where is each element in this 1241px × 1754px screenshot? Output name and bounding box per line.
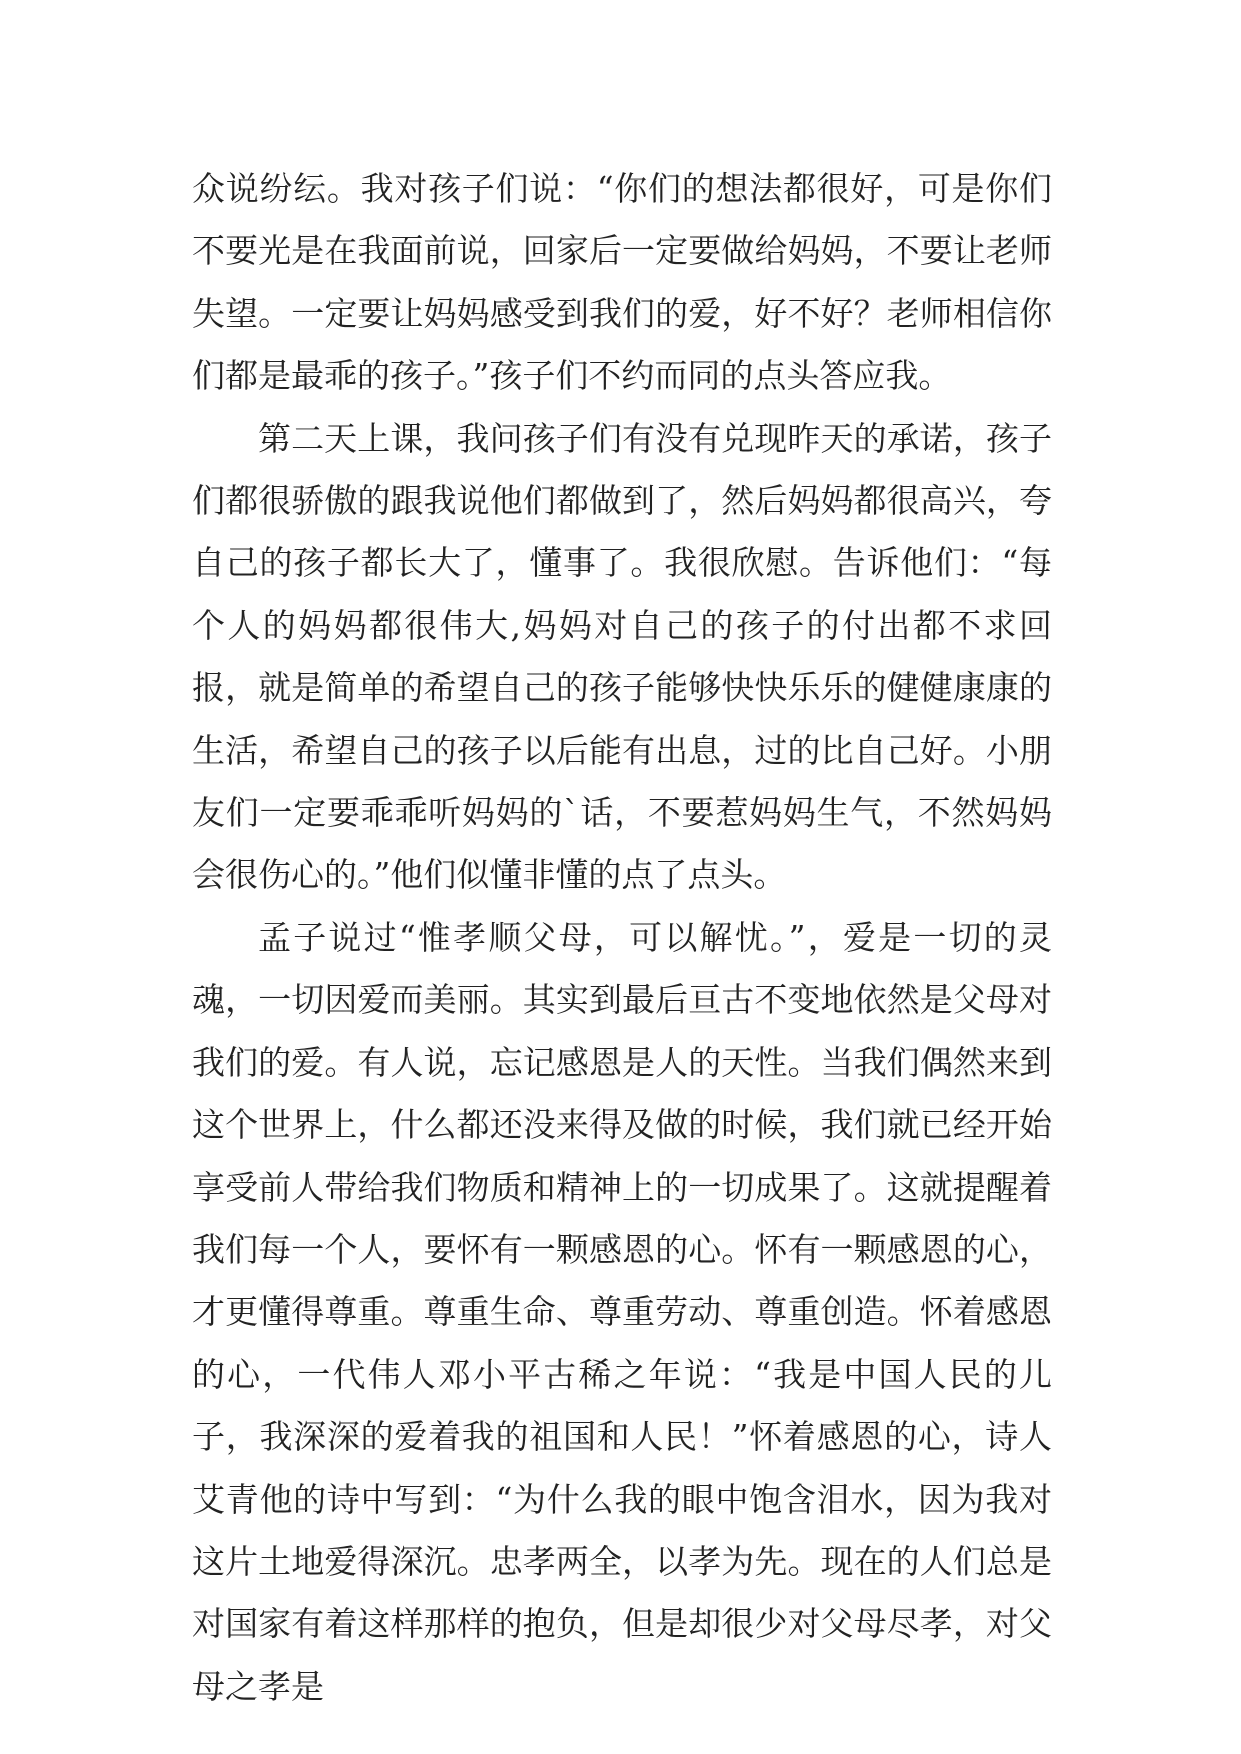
paragraph-2: 第二天上课，我问孩子们有没有兑现昨天的承诺，孩子们都很骄傲的跟我说他们都做到了，然后妈妈都很高兴，夸自己的孩子都长大了，懂事了。我很欣慰。告诉他们：“每个人的妈妈都很伟大,妈妈对自己的孩子的付出都不求回报，就是简单的希望自己的孩子能够快快乐乐的健健康康的生活，希望自己的孩子以后能有出息，过的比自己好。小朋友们一定要乖乖听妈妈的`话，不要惹妈妈生气，不然妈妈会很伤心的。”他们似懂非懂的点了点头。	[192, 418, 1052, 895]
paragraph-3: 孟子说过“惟孝顺父母，可以解忧。”，爱是一切的灵魂，一切因爱而美丽。其实到最后亘古不变地依然是父母对我们的爱。有人说，忘记感恩是人的天性。当我们偶然来到这个世界上，什么都还没来得及做的时候，我们就已经开始享受前人带给我们物质和精神上的一切成果了。这就提醒着我们每一个人，要怀有一颗感恩的心。怀有一颗感恩的心，才更懂得尊重。尊重生命、尊重劳动、尊重创造。怀着感恩的心，一代伟人邓小平古稀之年说：“我是中国人民的儿子，我深深的爱着我的祖国和人民！”怀着感恩的心，诗人艾青他的诗中写到：“为什么我的眼中饱含泪水，因为我对这片土地爱得深沉。忠孝两全，以孝为先。现在的人们总是对国家有着这样那样的抱负，但是却很少对父母尽孝，对父母之孝是	[192, 917, 1052, 1706]
paragraph-1: 众说纷纭。我对孩子们说：“你们的想法都很好，可是你们不要光是在我面前说，回家后一定要做给妈妈，不要让老师失望。一定要让妈妈感受到我们的爱，好不好？老师相信你们都是最乖的孩子。”孩子们不约而同的点头答应我。	[192, 169, 1052, 396]
body-text	[192, 158, 1052, 1718]
